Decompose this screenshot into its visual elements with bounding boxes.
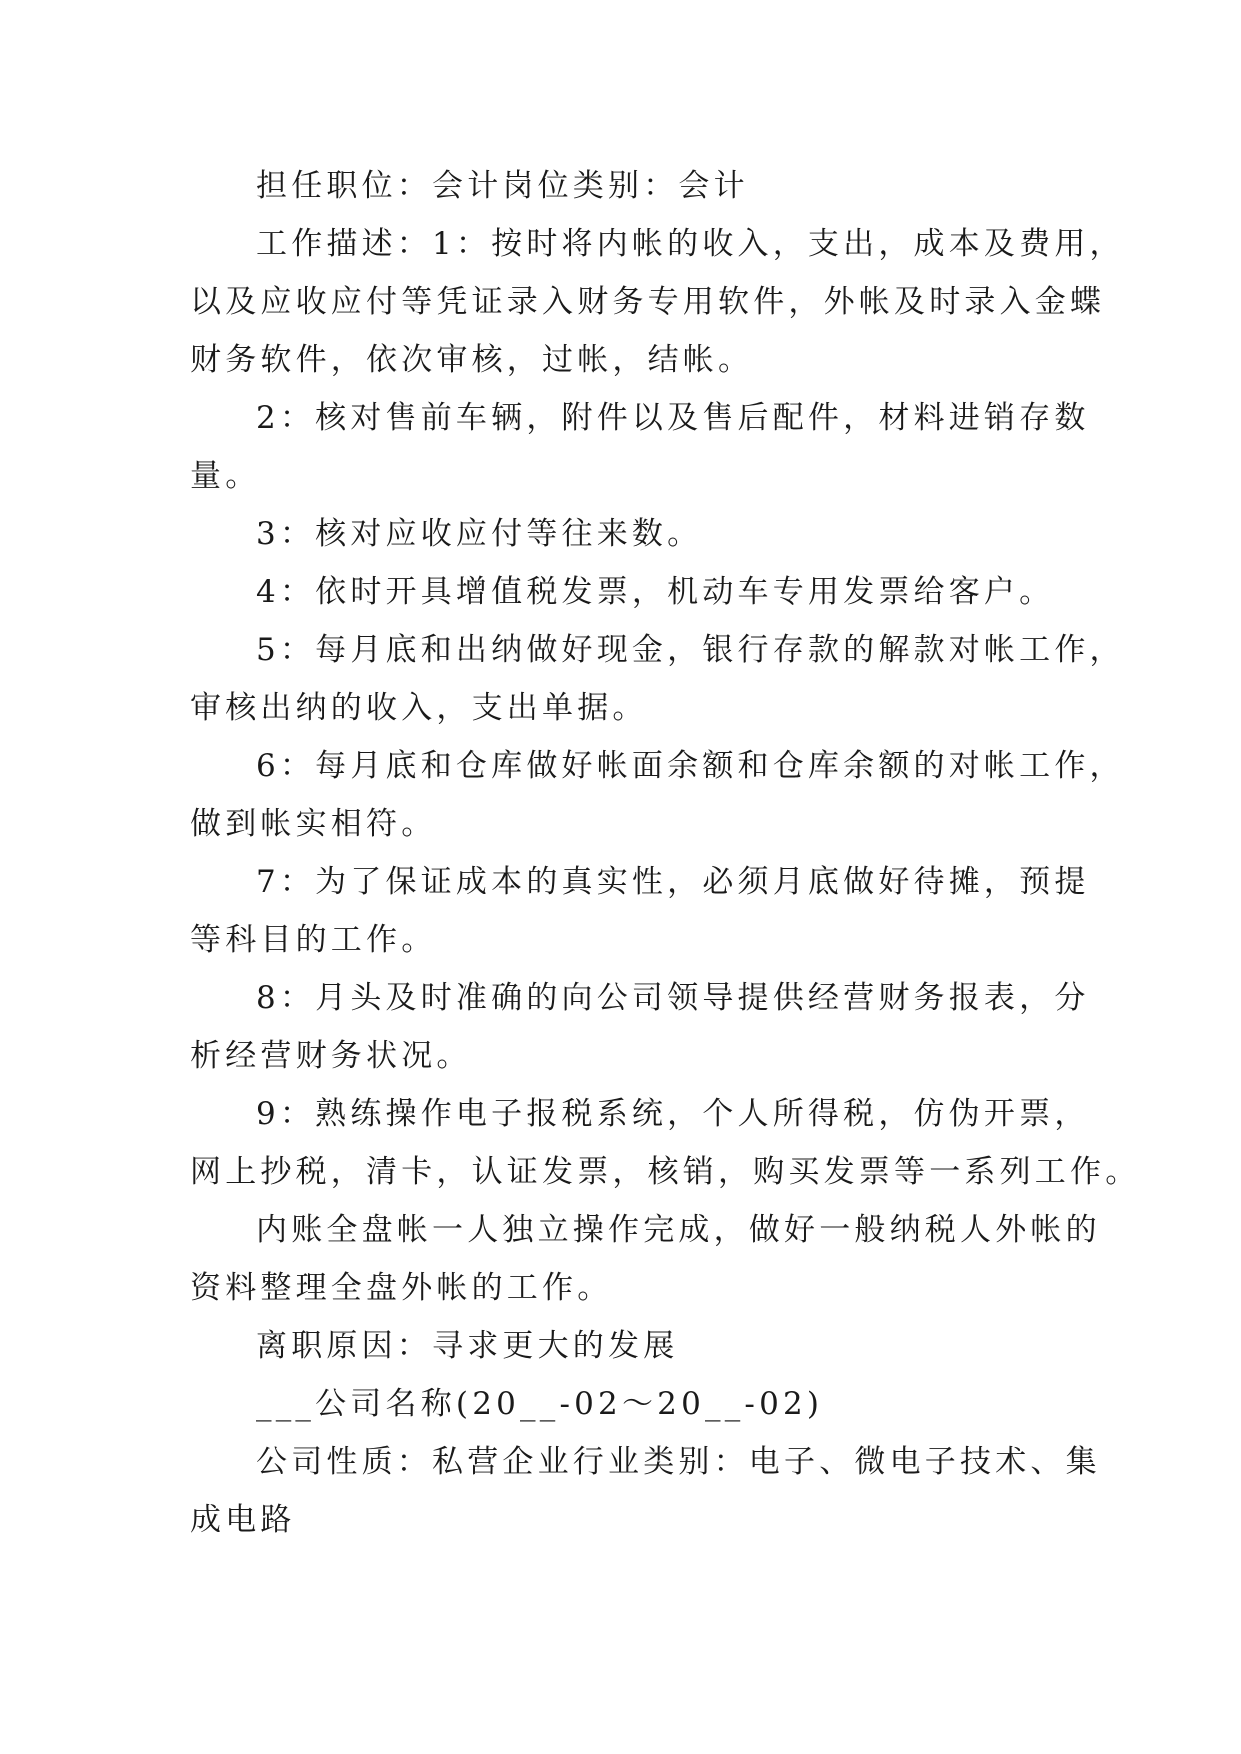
duty-item-2-line: 2：核对售前车辆，附件以及售后配件，材料进销存数: [256, 400, 1090, 436]
company-period-line: ___公司名称(20__-02～20__-02): [256, 1386, 824, 1422]
duty-item-8-line: 析经营财务状况。: [190, 1038, 472, 1074]
company-nature-line: 成电路: [190, 1502, 296, 1538]
duty-item-9-line: 9：熟练操作电子报税系统，个人所得税，仿伪开票，: [256, 1096, 1090, 1132]
leaving-reason-line: 离职原因：寻求更大的发展: [256, 1328, 679, 1364]
duty-item-4-line: 4：依时开具增值税发票，机动车专用发票给客户。: [256, 574, 1055, 610]
job-description-line: 以及应收应付等凭证录入财务专用软件，外帐及时录入金蝶: [190, 284, 1106, 320]
position-line: 担任职位：会计岗位类别：会计: [256, 168, 749, 204]
duty-item-9-line: 网上抄税，清卡，认证发票，核销，购买发票等一系列工作。: [190, 1154, 1141, 1190]
duty-item-2-line: 量。: [190, 458, 261, 494]
company-nature-line: 公司性质：私营企业行业类别：电子、微电子技术、集: [256, 1444, 1101, 1480]
duty-item-6-line: 6：每月底和仓库做好帐面余额和仓库余额的对帐工作，: [256, 748, 1125, 784]
duty-item-8-line: 8：月头及时准确的向公司领导提供经营财务报表，分: [256, 980, 1090, 1016]
duty-item-7-line: 7：为了保证成本的真实性，必须月底做好待摊，预提: [256, 864, 1090, 900]
job-description-line: 财务软件，依次审核，过帐，结帐。: [190, 342, 754, 378]
duty-item-3-line: 3：核对应收应付等往来数。: [256, 516, 703, 552]
resume-text-block: [190, 157, 1141, 1549]
duty-item-6-line: 做到帐实相符。: [190, 806, 437, 842]
duty-item-7-line: 等科目的工作。: [190, 922, 437, 958]
internal-accounts-line: 资料整理全盘外帐的工作。: [190, 1270, 613, 1306]
duty-item-5-line: 5：每月底和出纳做好现金，银行存款的解款对帐工作，: [256, 632, 1125, 668]
duty-item-5-line: 审核出纳的收入，支出单据。: [190, 690, 648, 726]
job-description-line: 工作描述：1：按时将内帐的收入，支出，成本及费用，: [256, 226, 1125, 262]
internal-accounts-line: 内账全盘帐一人独立操作完成，做好一般纳税人外帐的: [256, 1212, 1101, 1248]
